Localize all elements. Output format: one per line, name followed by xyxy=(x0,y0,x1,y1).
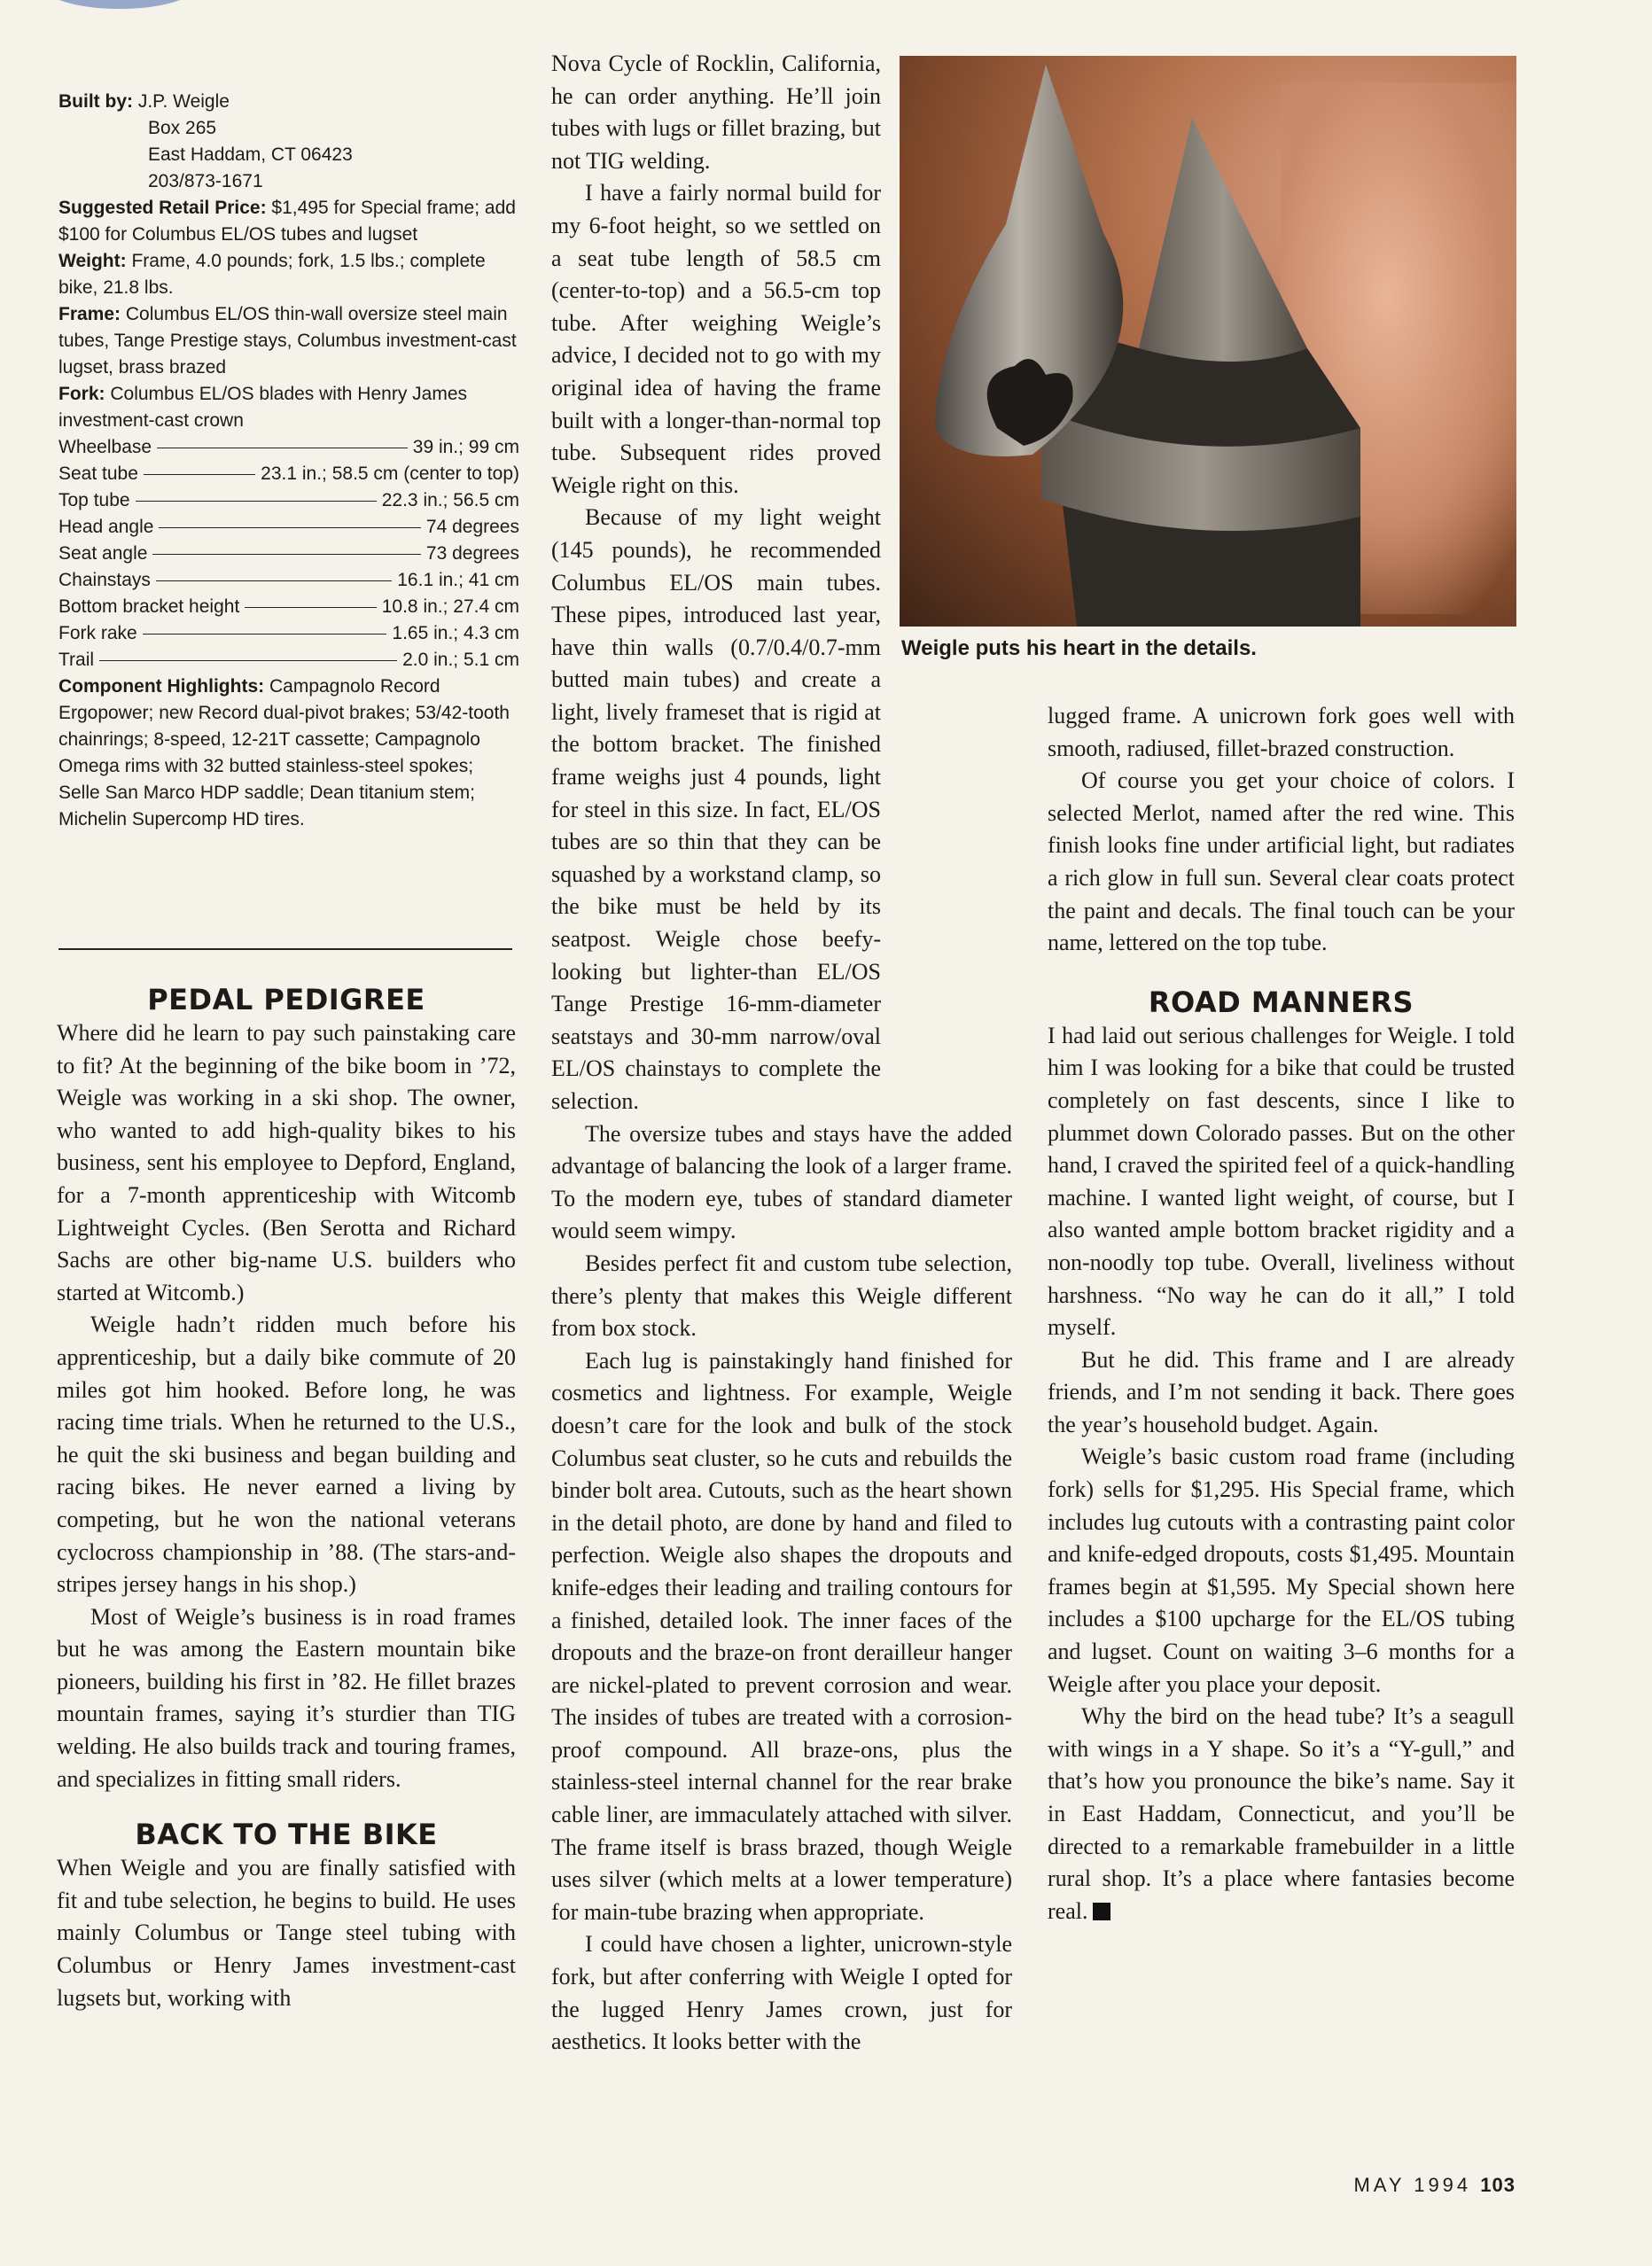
heading-back-to-the-bike: BACK TO THE BIKE xyxy=(135,1818,438,1852)
geometry-row: Chainstays 16.1 in.; 41 cm xyxy=(58,570,519,590)
page-number: 103 xyxy=(1480,2174,1516,2196)
geometry-row: Wheelbase 39 in.; 99 cm xyxy=(58,437,519,457)
frame-spec: Frame: Columbus EL/OS thin-wall oversize steel main tubes, Tange Prestige stays, Columbus investment-cast lugset, brass brazed xyxy=(58,304,517,378)
heading-road-manners: ROAD MANNERS xyxy=(1148,985,1414,1019)
geometry-row: Top tube 22.3 in.; 56.5 cm xyxy=(58,490,519,510)
column-1 xyxy=(57,982,516,2014)
paragraph: Each lug is painstakingly hand finished for cosmetics and lightness. For example, Weigle doesn’t care for the look and bulk of the stock Columbus seat cluster, so he cuts and rebuilds the binder bolt area. Cutouts, such as the heart shown in the detail photo, are done by hand and filed to perfection. Weigle also shapes the dropouts and knife-edges their leading and trailing contours for a finished, detailed look. The inner faces of the dropouts and the braze-on front derailleur hanger are nickel-plated to prevent corrosion and wear. The insides of tubes are treated with a corrosion-proof compound. All braze-ons, plus the stainless-steel internal channel for the rear brake cable liner, are immaculately attached with silver. The frame itself is brass brazed, though Weigle uses silver (which melts at a lower temperature) for main-tube brazing when appropriate. xyxy=(551,1347,1012,1925)
paragraph: Of course you get your choice of colors. I selected Merlot, named after the red wine. This finish looks fine under artificial light, but radiates a rich glow in full sun. Several clear coats protect the paint and decals. The final touch can be your name, lettered on the top tube. xyxy=(1048,767,1515,956)
fork-spec: Fork: Columbus EL/OS blades with Henry James investment-cast crown xyxy=(58,384,468,431)
paragraph: I had laid out serious challenges for Weigle. I told him I was looking for a bike that could be trusted completely on fast descents, since I like to plummet down Colorado passes. But on the other hand, I craved the spirited feel of a quick-handling machine. I wanted light weight, of course, but I also wanted ample bottom bracket rigidity and a non-noodly top tube. Overall, liveliness without harshness. “No way he can do it all,” I told myself. xyxy=(1048,1022,1515,1341)
detail-photo xyxy=(900,56,1516,627)
end-mark xyxy=(1093,1903,1110,1920)
spec-box: Built by: J.P. Weigle Box 265 East Haddam, CT 06423 203/873-1671 Suggested Retail Price: $1,495 for Special frame; add $100 for Columbus EL/OS tubes and lugset Weight: Frame, 4.0 pounds; fork, 1.5 lbs.; complete bike, 21.8 lbs. Frame: Columbus EL/OS thin-wall oversize steel main tubes, Tange Prestige stays, Columbus investment-cast lugset, brass brazed Fork: Columbus EL/OS blades with Henry James investment-cast crown Wheelbase 39 in.; 99 cm Seat tube 23.1 in.; 58.5 cm (center to top) Top tube 22.3 in.; 56.5 cm Head angle 74 degrees Seat angle 73 degrees Chainstays 16.1 in.; 41 cm Bottom bracket height 10.8 in.; 27.4 cm Fork rake 1.65 in.; 4.3 cm Trail 2.0 in.; 5.1 cm Component Highlights: Campagnolo Record Ergopower; new Record dual-pivot brakes; 53/42-tooth chainrings; 8-speed, 12-21T cassette; Campagnolo Omega rims with 32 butted stainless-steel spokes; Selle San Marco HDP saddle; Dean titanium stem; Michelin Supercomp HD tires. xyxy=(58,89,519,833)
geometry-row: Bottom bracket height 10.8 in.; 27.4 cm xyxy=(58,596,519,617)
spec-divider xyxy=(58,948,512,950)
geometry-row: Trail 2.0 in.; 5.1 cm xyxy=(58,650,519,670)
paragraph: But he did. This frame and I are already friends, and I’m not sending it back. There goes the year’s household budget. Again. xyxy=(1048,1346,1515,1437)
paragraph: Besides perfect fit and custom tube selection, there’s plenty that makes this Weigle different from box stock. xyxy=(551,1250,1012,1342)
paragraph: Why the bird on the head tube? It’s a seagull with wings in a Y shape. So it’s a “Y-gull,” and that’s how you pronounce the bike’s name. Say it in East Haddam, Connecticut, and you’ll be directed to a remarkable framebuilder in a little rural shop. It’s a place where fantasies become real. xyxy=(1048,1703,1515,1924)
geometry-row: Seat angle 73 degrees xyxy=(58,543,519,564)
column-2-top xyxy=(551,48,881,502)
geometry-row: Fork rake 1.65 in.; 4.3 cm xyxy=(58,623,519,643)
paragraph: Because of my light weight (145 pounds), he recommended Columbus EL/OS main tubes. These pipes, introduced last year, have thin walls (0.7/0.4/0.7-mm butted main tubes) and create a light, lively frameset that is rigid at the bottom bracket. The finished frame weighs just 4 pounds, light for steel in this size. In fact, EL/OS tubes are so thin that they can be squashed by a workstand clamp, so the bike must be held by its seatpost. Weigle chose beefy-looking but lighter-than EL/OS Tange Prestige 16-mm-diameter seatstays and 30-mm narrow/oval EL/OS chainstays to complete the selection. xyxy=(551,504,881,1114)
built-by: Built by: J.P. Weigle xyxy=(58,91,230,112)
paragraph: Most of Weigle’s business is in road frames but he was among the Eastern mountain bike pioneers, building his first in ’82. He fillet brazes mountain frames, saying it’s sturdier than TIG welding. He also builds track and touring frames, and specializes in fitting small riders. xyxy=(57,1603,516,1792)
paragraph: Weigle hadn’t ridden much before his apprenticeship, but a daily bike commute of 20 miles got him hooked. Before long, he was racing time trials. When he returned to the U.S., he quit the ski business and began building and racing bikes. He never earned a living by competing, but he won the national veterans cyclocross championship in ’88. (The stars-and-stripes jersey hangs in his shop.) xyxy=(57,1312,516,1598)
weight-spec: Weight: Frame, 4.0 pounds; fork, 1.5 lbs.; complete bike, 21.8 lbs. xyxy=(58,251,486,298)
paragraph: Nova Cycle of Rocklin, California, he can order anything. He’ll join tubes with lugs or fillet brazing, but not TIG welding. xyxy=(551,51,881,174)
component-highlights: Component Highlights: Campagnolo Record Ergopower; new Record dual-pivot brakes; 53/42-tooth chainrings; 8-speed, 12-21T cassette; Campagnolo Omega rims with 32 butted stainless-steel spokes; Selle San Marco HDP saddle; Dean titanium stem; Michelin Supercomp HD tires. xyxy=(58,676,510,829)
geometry-table xyxy=(58,434,519,674)
paragraph: lugged frame. A unicrown fork goes well with smooth, radiused, fillet-brazed construction. xyxy=(1048,703,1515,761)
paragraph: I could have chosen a lighter, unicrown-style fork, but after conferring with Weigle I opted for the lugged Henry James crown, just for aesthetics. It looks better with the xyxy=(551,1931,1012,2055)
geometry-row: Seat tube 23.1 in.; 58.5 cm (center to top) xyxy=(58,463,519,484)
paragraph: I have a fairly normal build for my 6-foot height, so we settled on a seat tube length of 58.5 cm (center-to-top) and a 56.5-cm top tube. After weighing Weigle’s advice, I decided not to go with my original idea of having the frame built with a longer-than-normal top tube. Subsequent rides proved Weigle right on this. xyxy=(551,180,881,498)
paragraph: When Weigle and you are finally satisfied with fit and tube selection, he begins to build. He uses mainly Columbus or Tange steel tubing with Columbus or Henry James investment-cast lugsets but, working with xyxy=(57,1855,516,2011)
column-3 xyxy=(1048,700,1515,1927)
paragraph: Weigle’s basic custom road frame (including fork) sells for $1,295. His Special frame, which includes lug cutouts with a contrasting paint color and knife-edged dropouts, costs $1,495. Mountain frames begin at $1,595. My Special shown here includes a $100 upcharge for the EL/OS tubing and lugset. Count on waiting 3–6 months for a Weigle after you place your deposit. xyxy=(1048,1444,1515,1697)
photo-caption: Weigle puts his heart in the details. xyxy=(901,636,1257,660)
geometry-row: Head angle 74 degrees xyxy=(58,517,519,537)
suggested-price: Suggested Retail Price: $1,495 for Special frame; add $100 for Columbus EL/OS tubes and lugset xyxy=(58,198,516,245)
heading-pedal-pedigree: PEDAL PEDIGREE xyxy=(147,983,425,1016)
page-folio xyxy=(1353,2174,1516,2197)
corner-color-bleed xyxy=(44,0,195,9)
lug-point-image xyxy=(900,56,1516,627)
paragraph: Where did he learn to pay such painstaking care to fit? At the beginning of the bike boom in ’72, Weigle was working in a ski shop. The owner, who wanted to add high-quality bikes to his business, sent his employee to Depford, England, for a 7-month apprenticeship with Witcomb Lightweight Cycles. (Ben Serotta and Richard Sachs are other big-name U.S. builders who started at Witcomb.) xyxy=(57,1020,516,1305)
paragraph: The oversize tubes and stays have the added advantage of balancing the look of a larger frame. To the modern eye, tubes of standard diameter would seem wimpy. xyxy=(551,1120,1012,1244)
issue-date: MAY 1994 xyxy=(1353,2174,1472,2196)
